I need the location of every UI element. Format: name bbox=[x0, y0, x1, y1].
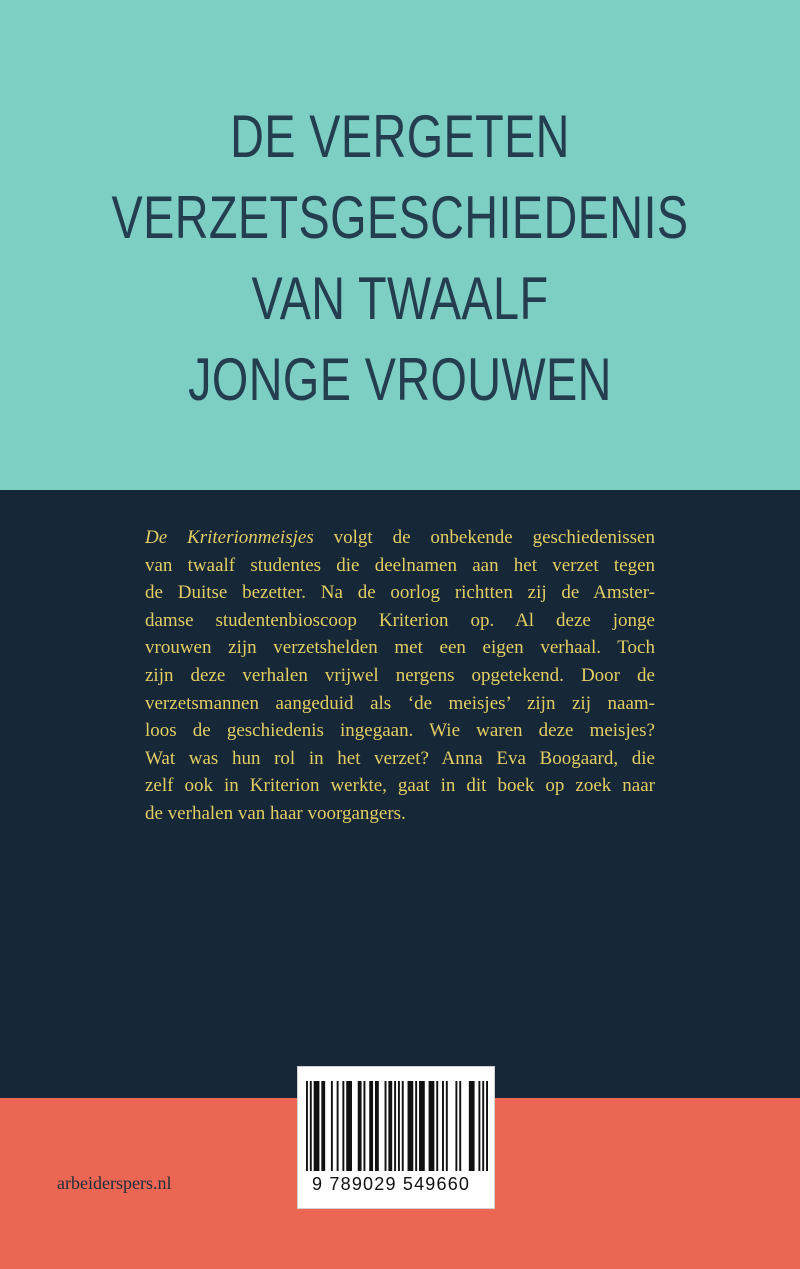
blurb-line-8: loos de geschiedenis ingegaan. Wie waren deze meisjes? bbox=[145, 720, 655, 742]
barcode-bar bbox=[408, 1081, 414, 1171]
barcode-bar bbox=[321, 1081, 325, 1171]
barcode-bar bbox=[388, 1081, 392, 1171]
blurb-line-5: vrouwen zijn verzetshelden met een eigen verhaal. Toch bbox=[145, 637, 655, 659]
blurb-line-1-rest: volgt de onbekende geschiedenissen bbox=[313, 527, 655, 548]
isbn-barcode bbox=[297, 1066, 495, 1209]
book-title-italic: De Kriterionmeisjes bbox=[145, 527, 314, 548]
barcode-bar bbox=[314, 1081, 320, 1171]
top-color-band bbox=[0, 0, 800, 490]
barcode-bar bbox=[446, 1081, 448, 1171]
headline-line-3: VAN TWAALF bbox=[251, 265, 549, 332]
barcode-bar bbox=[398, 1081, 400, 1171]
barcode-bar bbox=[455, 1081, 457, 1171]
barcode-bar bbox=[486, 1081, 488, 1171]
blurb-line-2: van twaalf studentes die deelnamen aan het verzet tegen bbox=[145, 554, 655, 576]
blurb-line-3: de Duitse bezetter. Na de oorlog richtten zij de Amster- bbox=[145, 582, 655, 604]
barcode-bar bbox=[394, 1081, 396, 1171]
barcode-bar bbox=[442, 1081, 444, 1171]
barcode-bar bbox=[369, 1081, 373, 1171]
barcode-bar bbox=[415, 1081, 417, 1171]
back-cover-headline bbox=[88, 96, 712, 420]
headline-line-1: DE VERGETEN bbox=[230, 103, 570, 170]
barcode-bar bbox=[385, 1081, 387, 1171]
blurb-text bbox=[145, 524, 655, 828]
barcode-bars bbox=[306, 1081, 488, 1171]
barcode-bar bbox=[402, 1081, 404, 1171]
barcode-bar bbox=[429, 1081, 435, 1171]
barcode-bar bbox=[331, 1081, 333, 1171]
headline-line-4: JONGE VROUWEN bbox=[188, 346, 612, 413]
publisher-url: arbeiderspers.nl bbox=[57, 1173, 172, 1193]
barcode-bar bbox=[306, 1081, 308, 1171]
barcode-bar bbox=[346, 1081, 352, 1171]
blurb-line-7: verzetsmannen aangeduid als ‘de meisjes’ zijn zij naam- bbox=[145, 692, 655, 714]
barcode-bar bbox=[337, 1081, 339, 1171]
barcode-bar bbox=[342, 1081, 344, 1171]
barcode-bar bbox=[375, 1081, 379, 1171]
barcode-bar bbox=[310, 1081, 312, 1171]
blurb-line-11: de verhalen van haar voorgangers. bbox=[145, 802, 406, 824]
isbn-number: 9 789029 549660 bbox=[312, 1174, 471, 1194]
barcode-bar bbox=[459, 1081, 461, 1171]
blurb-line-6: zijn deze verhalen vrijwel nergens opgetekend. Door de bbox=[145, 664, 655, 686]
blurb-line-4: damse studentenbioscoop Kriterion op. Al deze jonge bbox=[145, 609, 655, 631]
headline-line-2: VERZETSGESCHIEDENIS bbox=[111, 184, 689, 251]
barcode-bar bbox=[469, 1081, 475, 1171]
barcode-bar bbox=[419, 1081, 425, 1171]
barcode-bar bbox=[436, 1081, 438, 1171]
barcode-bar bbox=[482, 1081, 484, 1171]
barcode-bar bbox=[363, 1081, 365, 1171]
blurb-line-10: zelf ook in Kriterion werkte, gaat in dit boek op zoek naar bbox=[145, 775, 655, 797]
blurb-line-9: Wat was hun rol in het verzet? Anna Eva Boogaard, die bbox=[145, 747, 655, 769]
barcode-bar bbox=[358, 1081, 362, 1171]
blurb-line-1 bbox=[145, 524, 655, 552]
barcode-bar bbox=[478, 1081, 480, 1171]
